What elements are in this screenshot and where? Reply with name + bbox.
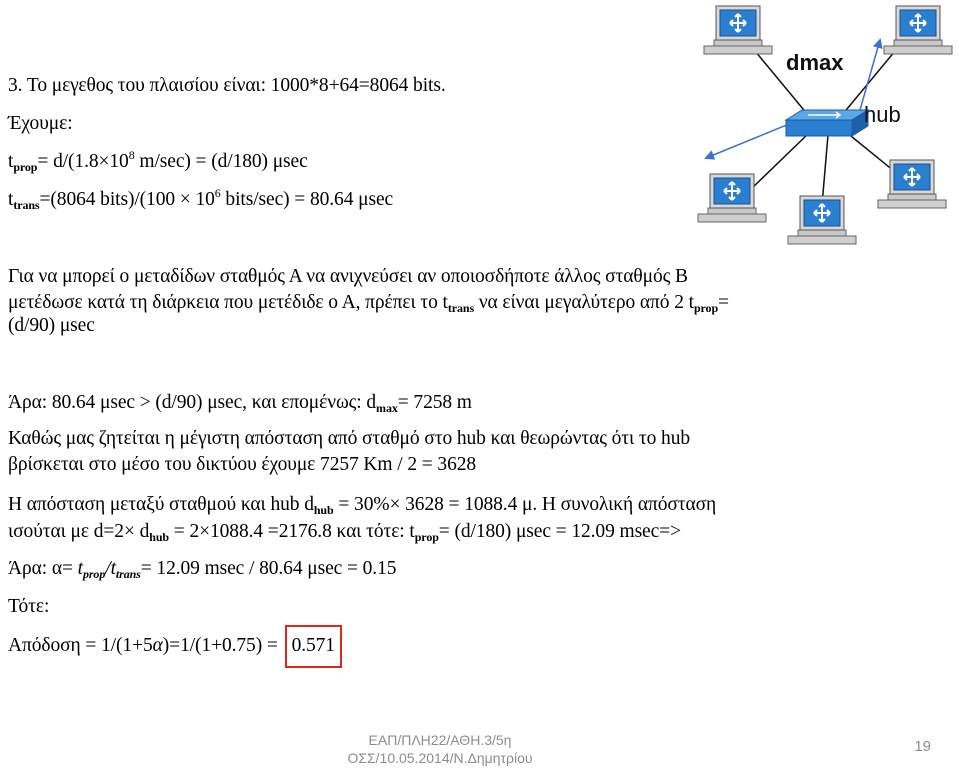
detection-paragraph-line1: Για να μπορεί ο μεταδίδων σταθμός Α να ανιχνεύσει αν οποιοσδήποτε άλλος σταθμός Β <box>8 266 688 287</box>
dmax-arrow-left <box>706 122 794 158</box>
efficiency-line: Απόδοση = 1/(1+5α)=1/(1+0.75) = 0.571 <box>8 625 342 668</box>
we-have-line: Έχουμε: <box>8 113 73 134</box>
alpha-line: Άρα: $\alpha= t_{prop}/t_{trans}= 12.09$ msec / 80.64 μsec = 0.15 <box>8 558 397 581</box>
tprop-line: $t_{prop}= d/(1.8\times 10^8$ m/sec) = (d/180) μsec <box>8 148 308 174</box>
frame-size-line <box>8 75 446 97</box>
hub-network-diagram <box>690 0 959 255</box>
hub-label: hub <box>864 102 901 127</box>
page-number: 19 <box>914 738 931 755</box>
dmax-result-line: Άρα: 80.64 μsec > (d/90) μsec, και επομένως: $d_{max}= 7258$ m <box>8 392 472 415</box>
footer-line2: ΟΣΣ/10.05.2014/Ν.Δημητρίου <box>347 750 533 766</box>
frame-size-text: 3. Το μεγεθος του πλαισίου είναι: 1000*8+64=8064 bits. <box>8 75 446 96</box>
dmax-label: dmax <box>786 50 844 75</box>
then-line: Τότε: <box>8 596 50 617</box>
total-distance-line1: Η απόσταση μεταξύ σταθμού και hub $d_{hub} = 30\%\times 3628 = 1088.4$ μ. Η συνολική απόσταση <box>8 494 717 517</box>
workstation-top-left-icon <box>704 6 772 54</box>
hub-distance-line2: βρίσκεται στο μέσο του δικτύου έχουμε 7257 Km / 2 = 3628 <box>8 454 477 475</box>
dmax-arrow-right <box>860 40 880 110</box>
workstation-top-right-icon <box>884 6 952 54</box>
workstation-bottom-icon <box>788 196 856 244</box>
detection-paragraph-line2: μετέδωσε κατά τη διάρκεια που μετέδιδε ο Α, πρέπει το $t_{trans}$ να είναι μεγαλύτερο από 2 $t_{prop}=$ <box>8 292 729 315</box>
footer-course-info <box>330 731 550 767</box>
hub-icon <box>786 110 868 136</box>
total-distance-line2: ισούται με $d=2\times d_{hub} = 2\times 1088.4 =2176.8$ και τότε: $t_{prop}= (d/180) \mu\sec = 12.09$ msec=> <box>8 521 681 544</box>
detection-paragraph-line3: (d/90) μsec <box>8 315 95 336</box>
efficiency-result-highlight: 0.571 <box>285 625 342 668</box>
workstation-left-icon <box>698 174 766 222</box>
network-diagram-svg <box>690 0 959 255</box>
ttrans-line: $t_{trans}=(8064$ bits)/(100 × $10^6$ bits/sec) = 80.64 μsec <box>8 186 394 212</box>
hub-distance-line1: Καθώς μας ζητείται η μέγιστη απόσταση από σταθμό στο hub και θεωρώντας ότι το hub <box>8 428 691 449</box>
footer-line1: ΕΑΠ/ΠΛΗ22/ΑΘΗ.3/5η <box>368 732 512 748</box>
